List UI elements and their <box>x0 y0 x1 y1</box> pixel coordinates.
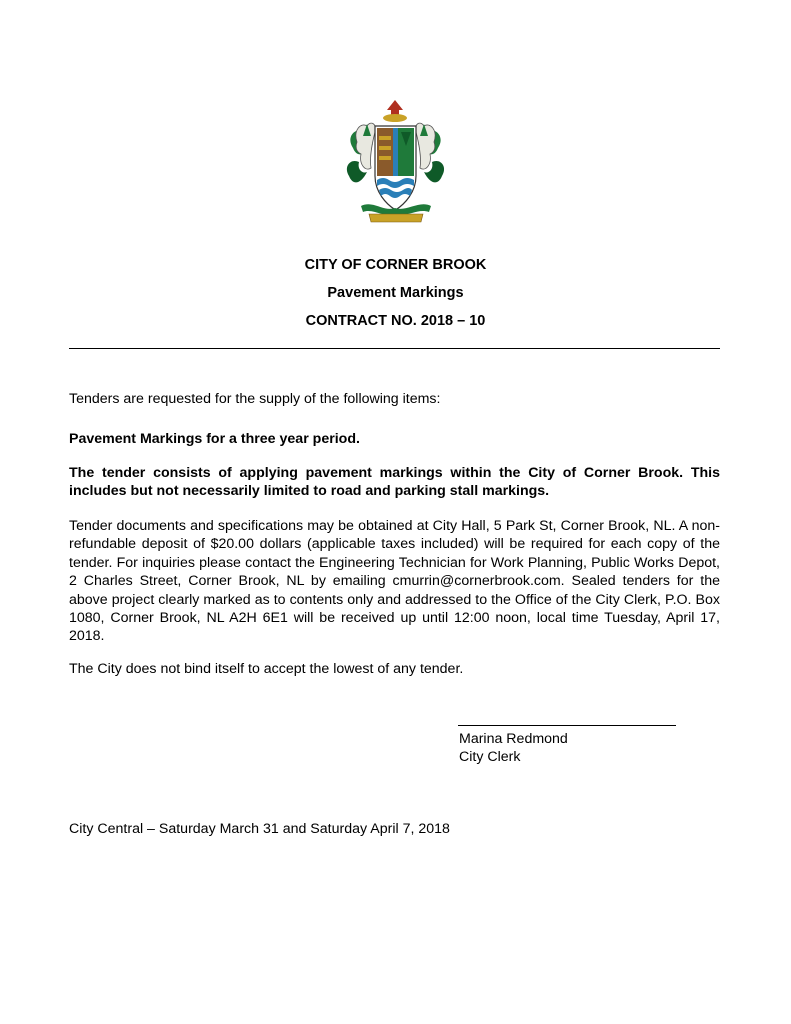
header-divider <box>69 348 720 349</box>
city-title: CITY OF CORNER BROOK <box>304 257 487 273</box>
disclaimer-text: The City does not bind itself to accept the lowest of any tender. <box>69 661 464 677</box>
signatory-name: Marina Redmond <box>459 731 568 747</box>
subject-title: Pavement Markings <box>327 285 464 301</box>
item-heading: Pavement Markings for a three year period. <box>69 431 360 447</box>
signature-line <box>458 725 676 726</box>
intro-text: Tenders are requested for the supply of the following items: <box>69 391 441 407</box>
scope-text: The tender consists of applying pavement markings within the City of Corner Brook. This includes but not necessarily limited to road and parking stall markings. <box>69 465 720 500</box>
publication-note: City Central – Saturday March 31 and Saturday April 7, 2018 <box>69 821 450 837</box>
details-text: Tender documents and specifications may be obtained at City Hall, 5 Park St, Corner Brook, NL. A non-refundable deposit of $20.00 dollars (applicable taxes included) will be required for each copy of the tender. For inquiries please contact the Engineering Technician for Work Planning, Public Works Depot, 2 Charles Street, Corner Brook, NL by emailing cmurrin@cornerbrook.com. Sealed tenders for the above project clearly marked as to contents only and addressed to the Office of the City Clerk, P.O. Box 1080, Corner Brook, NL A2H 6E1 will be received up until 12:00 noon, local time Tuesday, April 17, 2018. <box>69 518 720 645</box>
contract-number: CONTRACT NO. 2018 – 10 <box>305 313 486 329</box>
coat-of-arms-icon <box>343 96 448 226</box>
signatory-title: City Clerk <box>459 749 521 765</box>
